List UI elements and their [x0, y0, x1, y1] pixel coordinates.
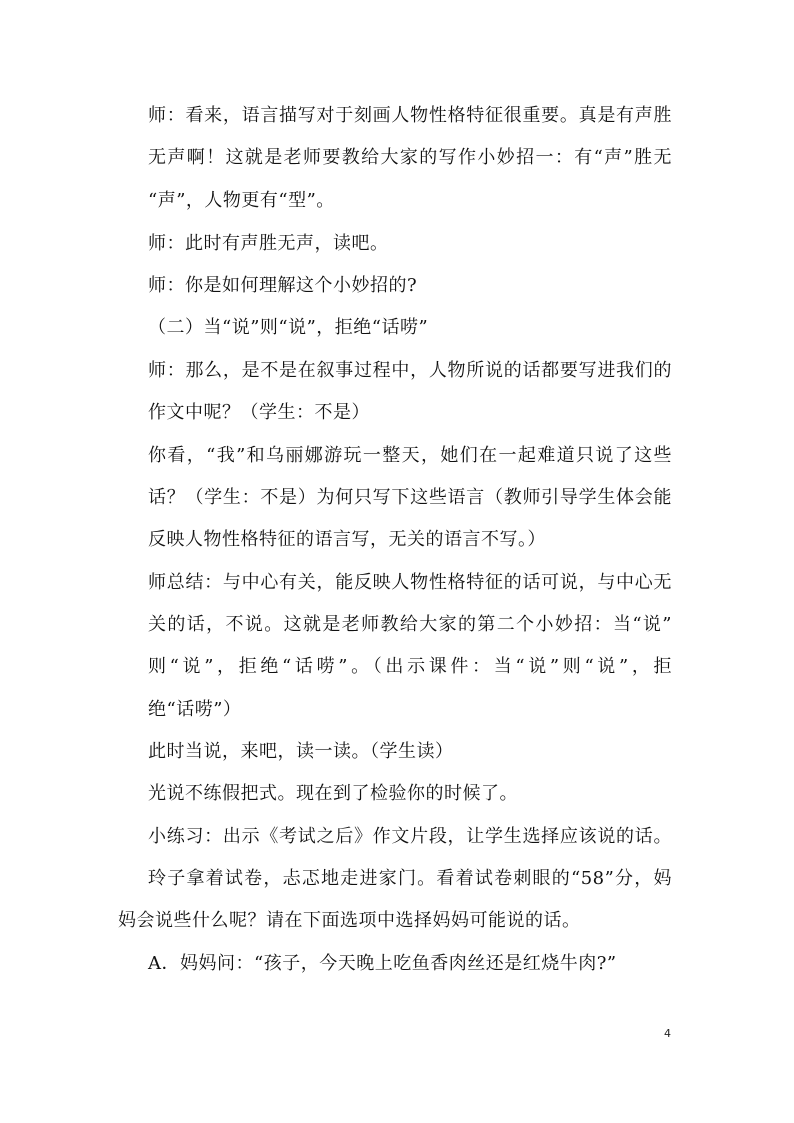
text-line: 话？（学生：不是）为何只写下这些语言（教师引导学生体会能 [148, 487, 672, 508]
text-line: 则“说”，拒绝“话唠”。（出示课件：当“说”则“说”，拒 [148, 656, 672, 677]
text-line: 光说不练假把式。现在到了检验你的时候了。 [148, 783, 518, 804]
text-line: “声”，人物更有“型”。 [148, 190, 335, 211]
text-line: 此时当说，来吧，读一读。（学生读） [148, 741, 454, 762]
text-line: 师：那么，是不是在叙事过程中，人物所说的话都要写进我们的 [148, 360, 672, 381]
text-line: 你看，“我”和乌丽娜游玩一整天，她们在一起难道只说了这些 [148, 445, 672, 466]
page-number: 4 [664, 1027, 671, 1040]
text-line: 妈会说些什么呢？请在下面选项中选择妈妈可能说的话。 [118, 910, 581, 931]
text-line: 师：你是如何理解这个小妙招的? [148, 275, 418, 296]
text-line: 师：此时有声胜无声，读吧。 [148, 233, 389, 254]
text-line: 小练习：出示《考试之后》作文片段，让学生选择应该说的话。 [148, 826, 672, 847]
text-line: 作文中呢？（学生：不是） [148, 402, 370, 423]
text-line: 关的话，不说。这就是老师教给大家的第二个小妙招：当“说” [148, 614, 672, 635]
option-line: A．妈妈问：“孩子，今天晚上吃鱼香肉丝还是红烧牛肉?” [148, 953, 617, 974]
section-heading: （二）当“说”则“说”，拒绝“话唠” [148, 317, 429, 338]
text-line: 玲子拿着试卷，忐忑地走进家门。看着试卷刺眼的“58”分，妈 [148, 868, 672, 889]
text-line: 师：看来，语言描写对于刻画人物性格特征很重要。真是有声胜 [148, 105, 672, 126]
text-line: 反映人物性格特征的语言写，无关的语言不写。） [148, 529, 546, 550]
text-line: 绝“话唠”） [148, 699, 242, 720]
text-line: 无声啊！这就是老师要教给大家的写作小妙招一：有“声”胜无 [148, 147, 672, 168]
text-line: 师总结：与中心有关，能反映人物性格特征的话可说，与中心无 [148, 572, 672, 593]
